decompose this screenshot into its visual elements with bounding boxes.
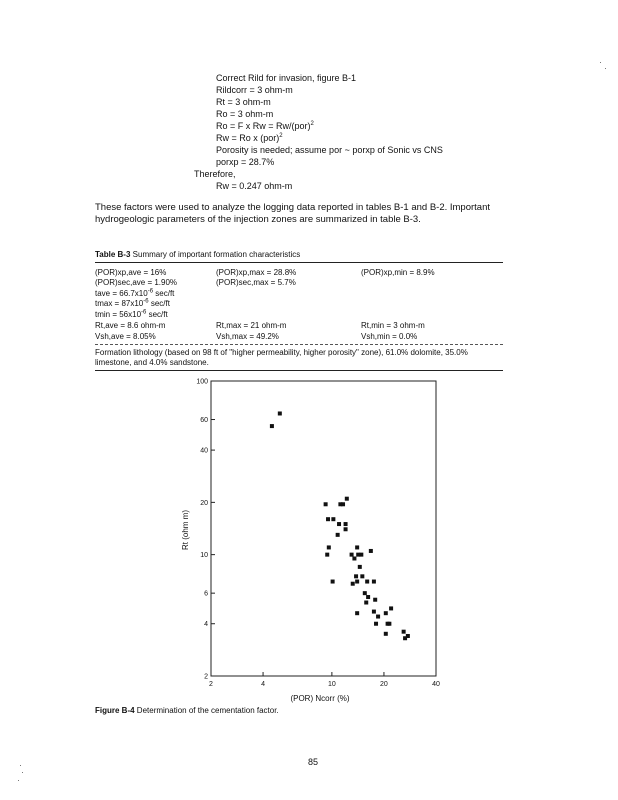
- table-cell-r7c3: Vsh,min = 0.0%: [361, 332, 418, 341]
- tmax-unit: sec/ft: [148, 299, 170, 308]
- body-paragraph: These factors were used to analyze the logging data reported in tables B-1 and B-2. Important hydrogeologic parameters of the injection zones are summarized in table B-3.: [95, 202, 491, 225]
- data-points: [270, 411, 410, 640]
- speck: [22, 772, 23, 773]
- data-point: [365, 580, 369, 584]
- data-point: [324, 502, 328, 506]
- calc-line-6-text: Rw = Ro x (por): [216, 133, 280, 143]
- y-tick-label: 60: [200, 417, 208, 425]
- data-point: [364, 601, 368, 605]
- data-point: [350, 553, 354, 557]
- lithology-line-1: Formation lithology (based on 98 ft of "higher permeability, higher porosity" zone), 61.0% dolomite, 35.0%: [95, 348, 468, 357]
- data-point: [389, 606, 393, 610]
- y-tick-label: 6: [204, 590, 208, 598]
- data-point: [355, 545, 359, 549]
- y-tick-label: 40: [200, 447, 208, 455]
- table-cell-r6c3: Rt,min = 3 ohm-m: [361, 321, 425, 330]
- page-number: 85: [308, 757, 319, 767]
- data-point: [355, 580, 359, 584]
- data-point: [327, 545, 331, 549]
- figure-title: Determination of the cementation factor.: [136, 706, 279, 715]
- data-point: [345, 497, 349, 501]
- table-cell-r2c2: (POR)sec,max = 5.7%: [216, 278, 296, 287]
- table-cell-r1c1: (POR)xp,ave = 16%: [95, 268, 167, 277]
- data-point: [403, 636, 407, 640]
- y-tick-label: 20: [200, 499, 208, 507]
- calc-line-4: Ro = 3 ohm-m: [216, 109, 274, 119]
- tmax-exponent: -6: [143, 298, 149, 305]
- x-axis-label: (POR) Ncorr (%): [290, 694, 350, 703]
- data-point: [358, 565, 362, 569]
- axis-ticks: [196, 379, 440, 689]
- calc-line-8: porxp = 28.7%: [216, 157, 275, 167]
- calc-line-3: Rt = 3 ohm-m: [216, 97, 271, 107]
- data-point: [344, 527, 348, 531]
- calc-line-6-exponent: 2: [279, 133, 283, 139]
- table-cell-r7c1: Vsh,ave = 8.05%: [95, 332, 156, 341]
- table-cell-r6c2: Rt,max = 21 ohm-m: [216, 321, 287, 330]
- y-tick-label: 4: [204, 621, 208, 629]
- data-point: [384, 632, 388, 636]
- x-tick-label: 2: [209, 681, 213, 688]
- x-tick-label: 10: [327, 681, 336, 688]
- data-point: [355, 611, 359, 615]
- tmax-text: tmax = 87x10: [95, 299, 144, 308]
- data-point: [359, 553, 363, 557]
- lithology-line-2: limestone, and 4.0% sandstone.: [95, 358, 209, 367]
- data-point: [369, 549, 373, 553]
- data-point: [363, 591, 367, 595]
- table-label: Table B-3: [95, 250, 131, 259]
- data-point: [366, 595, 370, 599]
- y-tick-label: 2: [204, 673, 208, 681]
- y-axis-label: Rt (ohm m): [181, 510, 190, 550]
- data-point: [337, 522, 341, 526]
- calc-line-5-text: Ro = F x Rw = Rw/(por): [216, 121, 311, 131]
- speck: [18, 780, 19, 781]
- data-point: [325, 553, 329, 557]
- figure-label: Figure B-4: [95, 706, 135, 715]
- data-point: [354, 574, 358, 578]
- calc-line-7: Porosity is needed; assume por ~ porxp of Sonic vs CNS: [216, 145, 443, 155]
- tmin-unit: sec/ft: [146, 310, 168, 319]
- calc-line-2: Rildcorr = 3 ohm-m: [216, 85, 293, 95]
- data-point: [402, 630, 406, 634]
- data-point: [331, 580, 335, 584]
- y-tick-label: 100: [196, 378, 208, 386]
- calc-line-9: Therefore,: [194, 169, 236, 179]
- data-point: [331, 517, 335, 521]
- tmin-text: tmin = 56x10: [95, 310, 142, 319]
- data-point: [352, 557, 356, 561]
- table-cell-r1c3: (POR)xp,min = 8.9%: [361, 268, 435, 277]
- calc-line-1: Correct Rild for invasion, figure B-1: [216, 73, 357, 83]
- data-point: [270, 424, 274, 428]
- data-point: [372, 580, 376, 584]
- speck: [20, 765, 21, 766]
- speck: [600, 62, 601, 63]
- data-point: [344, 522, 348, 526]
- data-point: [384, 611, 388, 615]
- data-point: [374, 622, 378, 626]
- tmin-exponent: -6: [141, 309, 147, 316]
- data-point: [278, 411, 282, 415]
- data-point: [360, 574, 364, 578]
- speck: [605, 68, 606, 69]
- figure-caption: [95, 706, 279, 716]
- calc-line-10: Rw = 0.247 ohm-m: [216, 181, 293, 191]
- x-tick-label: 20: [380, 681, 388, 688]
- data-point: [341, 502, 345, 506]
- tave-text: tave = 66.7x10: [95, 289, 148, 298]
- data-point: [373, 598, 377, 602]
- data-point: [351, 582, 355, 586]
- table-cell-r6c1: Rt,ave = 8.6 ohm-m: [95, 321, 166, 330]
- data-point: [326, 517, 330, 521]
- table-cell-r1c2: (POR)xp,max = 28.8%: [216, 268, 297, 277]
- x-tick-label: 4: [261, 681, 266, 688]
- x-tick-label: 40: [432, 681, 440, 688]
- table-cell-r7c2: Vsh,max = 49.2%: [216, 332, 279, 341]
- table-cell-r2c1: (POR)sec,ave = 1.90%: [95, 278, 178, 287]
- y-tick-label: 10: [200, 552, 208, 560]
- data-point: [387, 622, 391, 626]
- tave-exponent: -6: [147, 288, 154, 295]
- tave-unit: sec/ft: [153, 289, 175, 298]
- data-point: [376, 615, 380, 619]
- data-point: [372, 610, 376, 614]
- calc-line-5-exponent: 2: [310, 121, 314, 127]
- table-title: Summary of important formation characteristics: [132, 250, 301, 259]
- data-point: [336, 533, 340, 537]
